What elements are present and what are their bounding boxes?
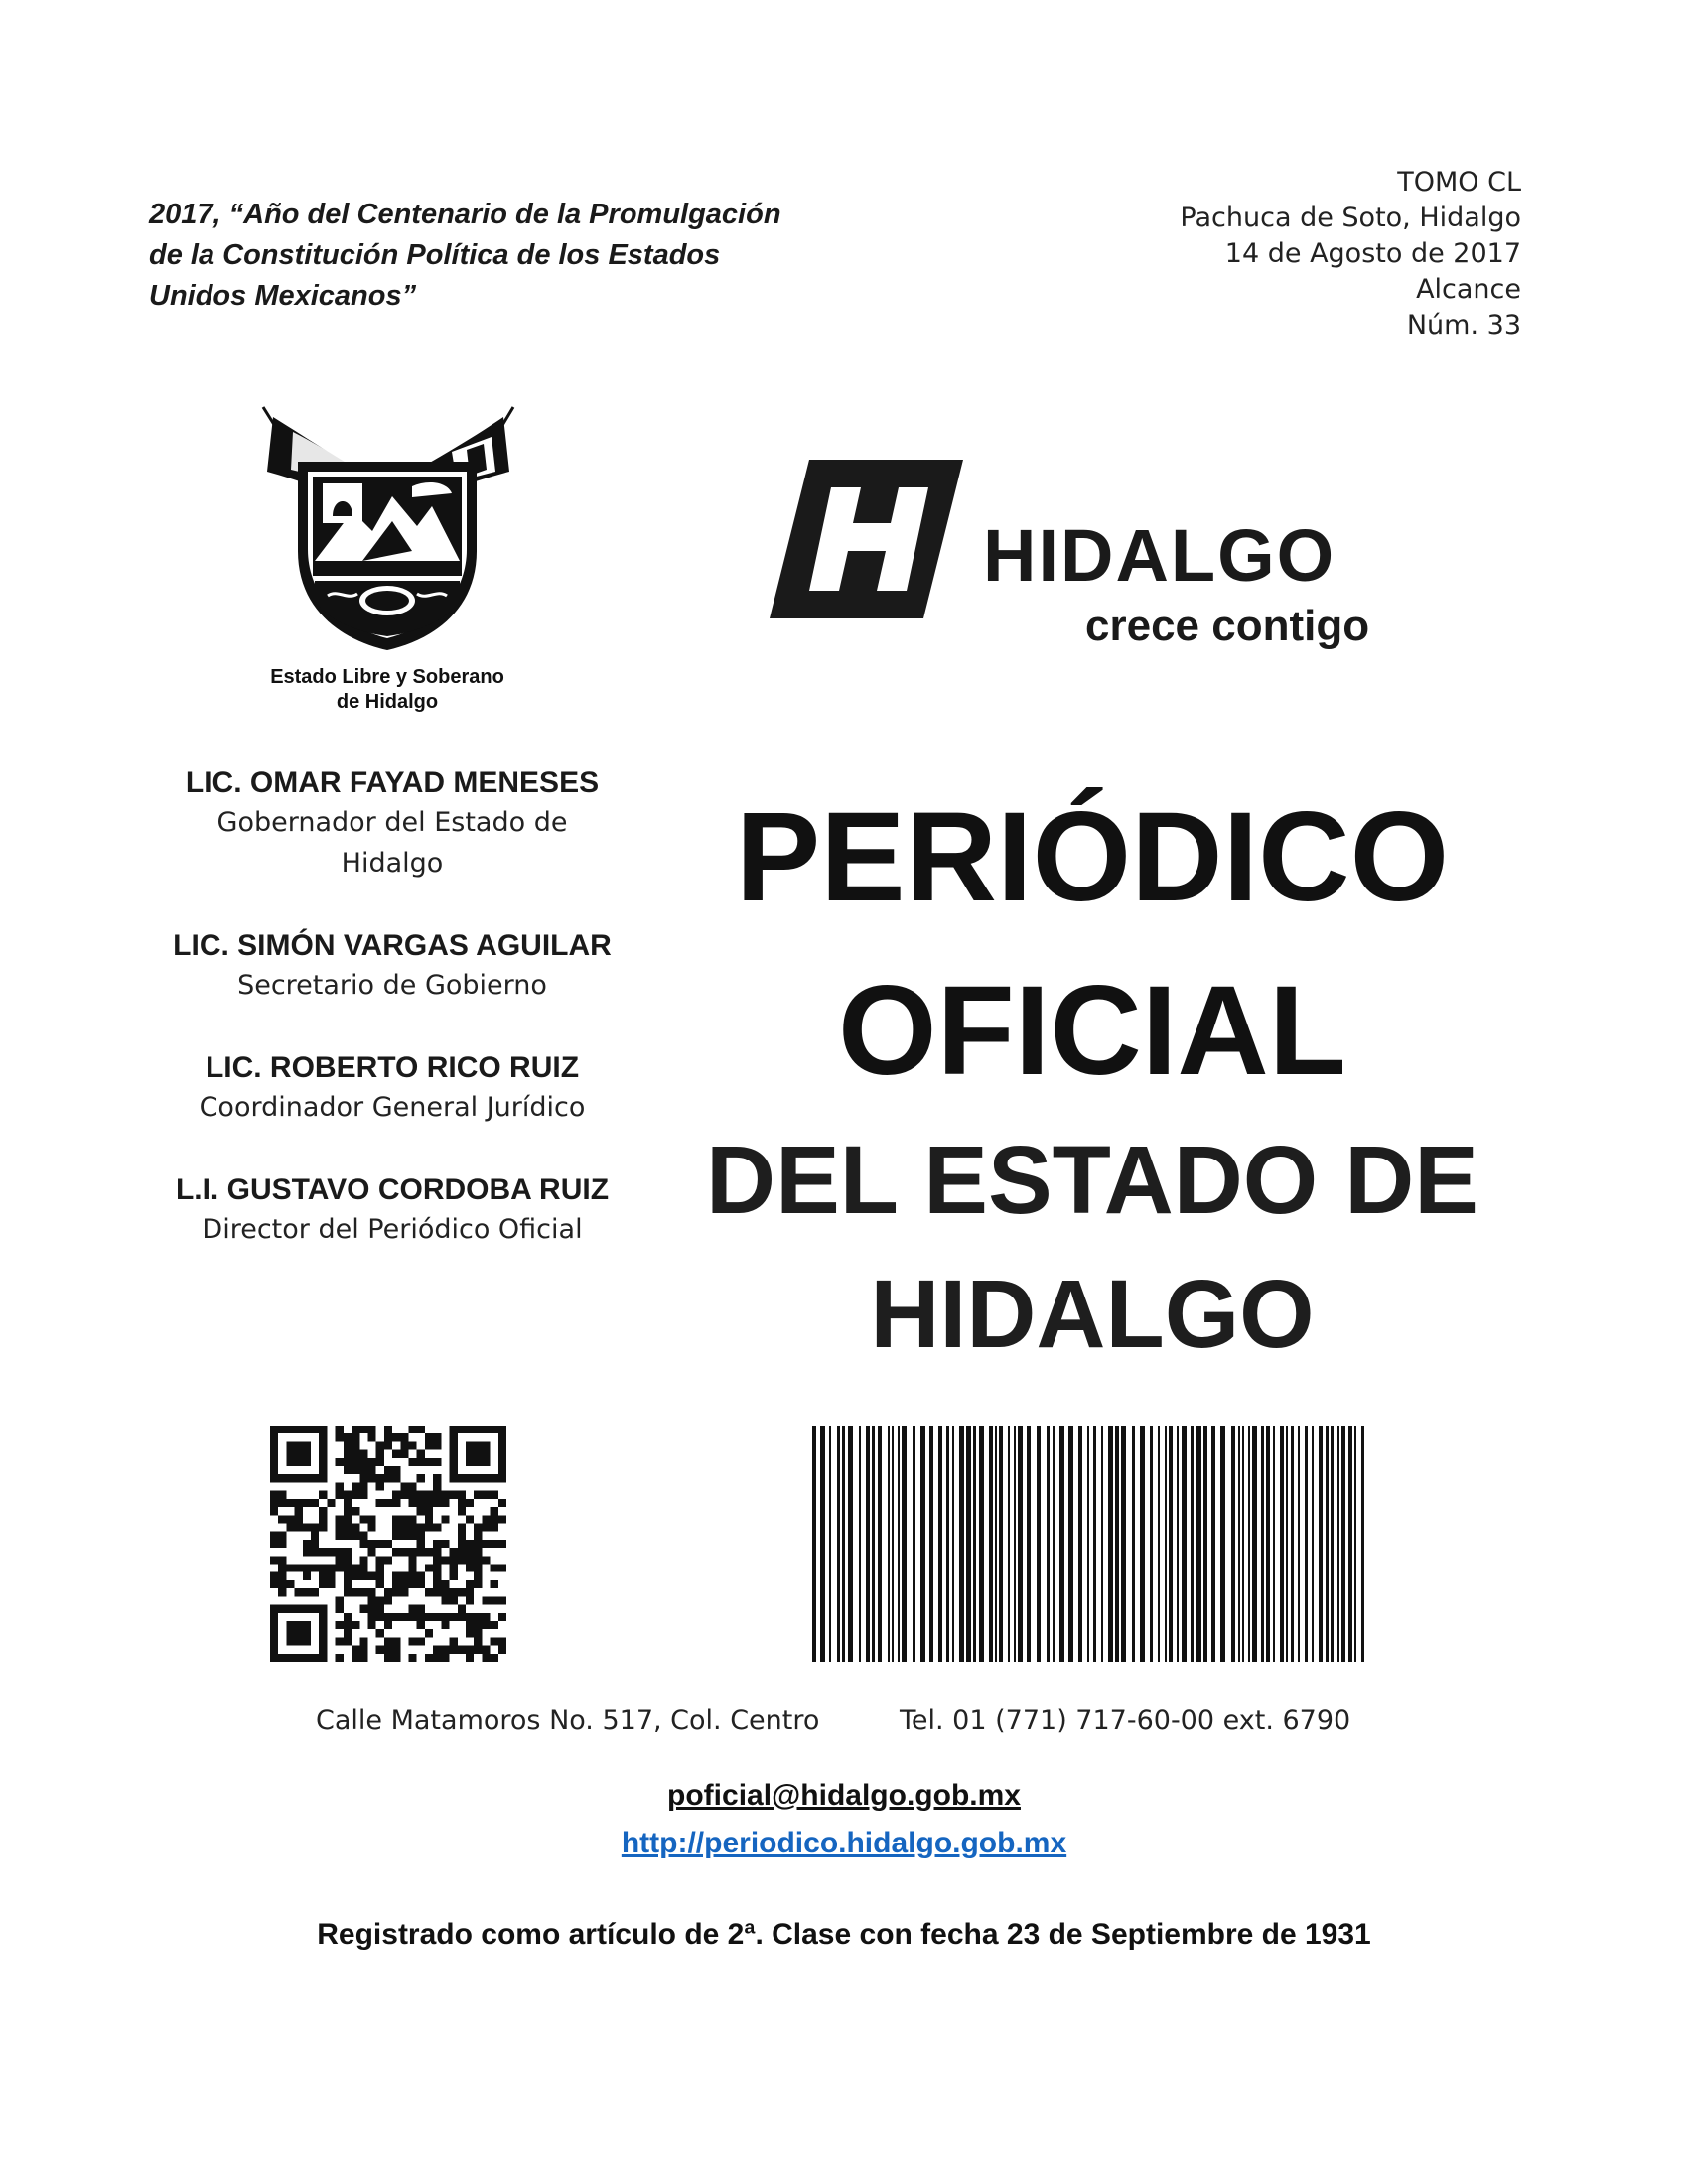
officials-list <box>119 764 665 1294</box>
issue-number: Núm. 33 <box>1406 310 1521 341</box>
official-entry <box>119 927 665 1006</box>
commemorative-motto <box>149 195 844 317</box>
title-line-del-estado: DEL ESTADO DE <box>706 1126 1478 1234</box>
official-role: Hidalgo <box>341 848 444 879</box>
motto-line: de la Constitución Política de los Estados <box>149 239 721 271</box>
issue-tomo: TOMO CL <box>1397 167 1521 198</box>
qr-code-icon <box>270 1426 506 1662</box>
official-name: L.I. GUSTAVO CORDOBA RUIZ <box>175 1173 610 1206</box>
official-entry <box>119 764 665 884</box>
email-link[interactable]: poficial@hidalgo.gob.mx <box>667 1779 1021 1812</box>
seal-caption <box>238 665 536 715</box>
official-role: Coordinador General Jurídico <box>199 1092 586 1123</box>
issue-type: Alcance <box>1416 274 1521 305</box>
issue-info <box>1180 165 1521 343</box>
motto-line: 2017, “Año del Centenario de la Promulgación <box>149 199 781 230</box>
official-name: LIC. SIMÓN VARGAS AGUILAR <box>173 929 612 962</box>
coat-of-arms-icon <box>253 402 521 655</box>
official-entry <box>119 1049 665 1128</box>
official-name: LIC. ROBERTO RICO RUIZ <box>205 1051 580 1084</box>
official-name: LIC. OMAR FAYAD MENESES <box>185 766 600 799</box>
footer-address: Calle Matamoros No. 517, Col. Centro <box>316 1706 820 1736</box>
logo-wordmark: HIDALGO <box>983 514 1336 597</box>
issue-date: 14 de Agosto de 2017 <box>1224 238 1521 269</box>
title-line-hidalgo: HIDALGO <box>870 1260 1315 1368</box>
issue-place: Pachuca de Soto, Hidalgo <box>1180 203 1521 233</box>
title-line-periodico: PERIÓDICO <box>735 786 1450 928</box>
seal-caption-line: Estado Libre y Soberano <box>270 666 504 688</box>
footer-phone: Tel. 01 (771) 717-60-00 ext. 6790 <box>900 1706 1351 1736</box>
website-link[interactable]: http://periodico.hidalgo.gob.mx <box>621 1827 1067 1859</box>
barcode-icon <box>812 1426 1370 1662</box>
title-line-oficial: OFICIAL <box>838 960 1346 1102</box>
official-role: Gobernador del Estado de <box>216 807 568 838</box>
registration-note: Registrado como artículo de 2ª. Clase con fecha 23 de Septiembre de 1931 <box>317 1918 1371 1951</box>
seal-caption-line: de Hidalgo <box>336 691 439 713</box>
hidalgo-h-logo-icon <box>770 460 963 618</box>
motto-line: Unidos Mexicanos” <box>149 280 417 312</box>
official-role: Secretario de Gobierno <box>237 970 547 1001</box>
official-entry <box>119 1171 665 1250</box>
logo-tagline: crece contigo <box>1085 602 1370 650</box>
official-role: Director del Periódico Oficial <box>202 1214 583 1245</box>
